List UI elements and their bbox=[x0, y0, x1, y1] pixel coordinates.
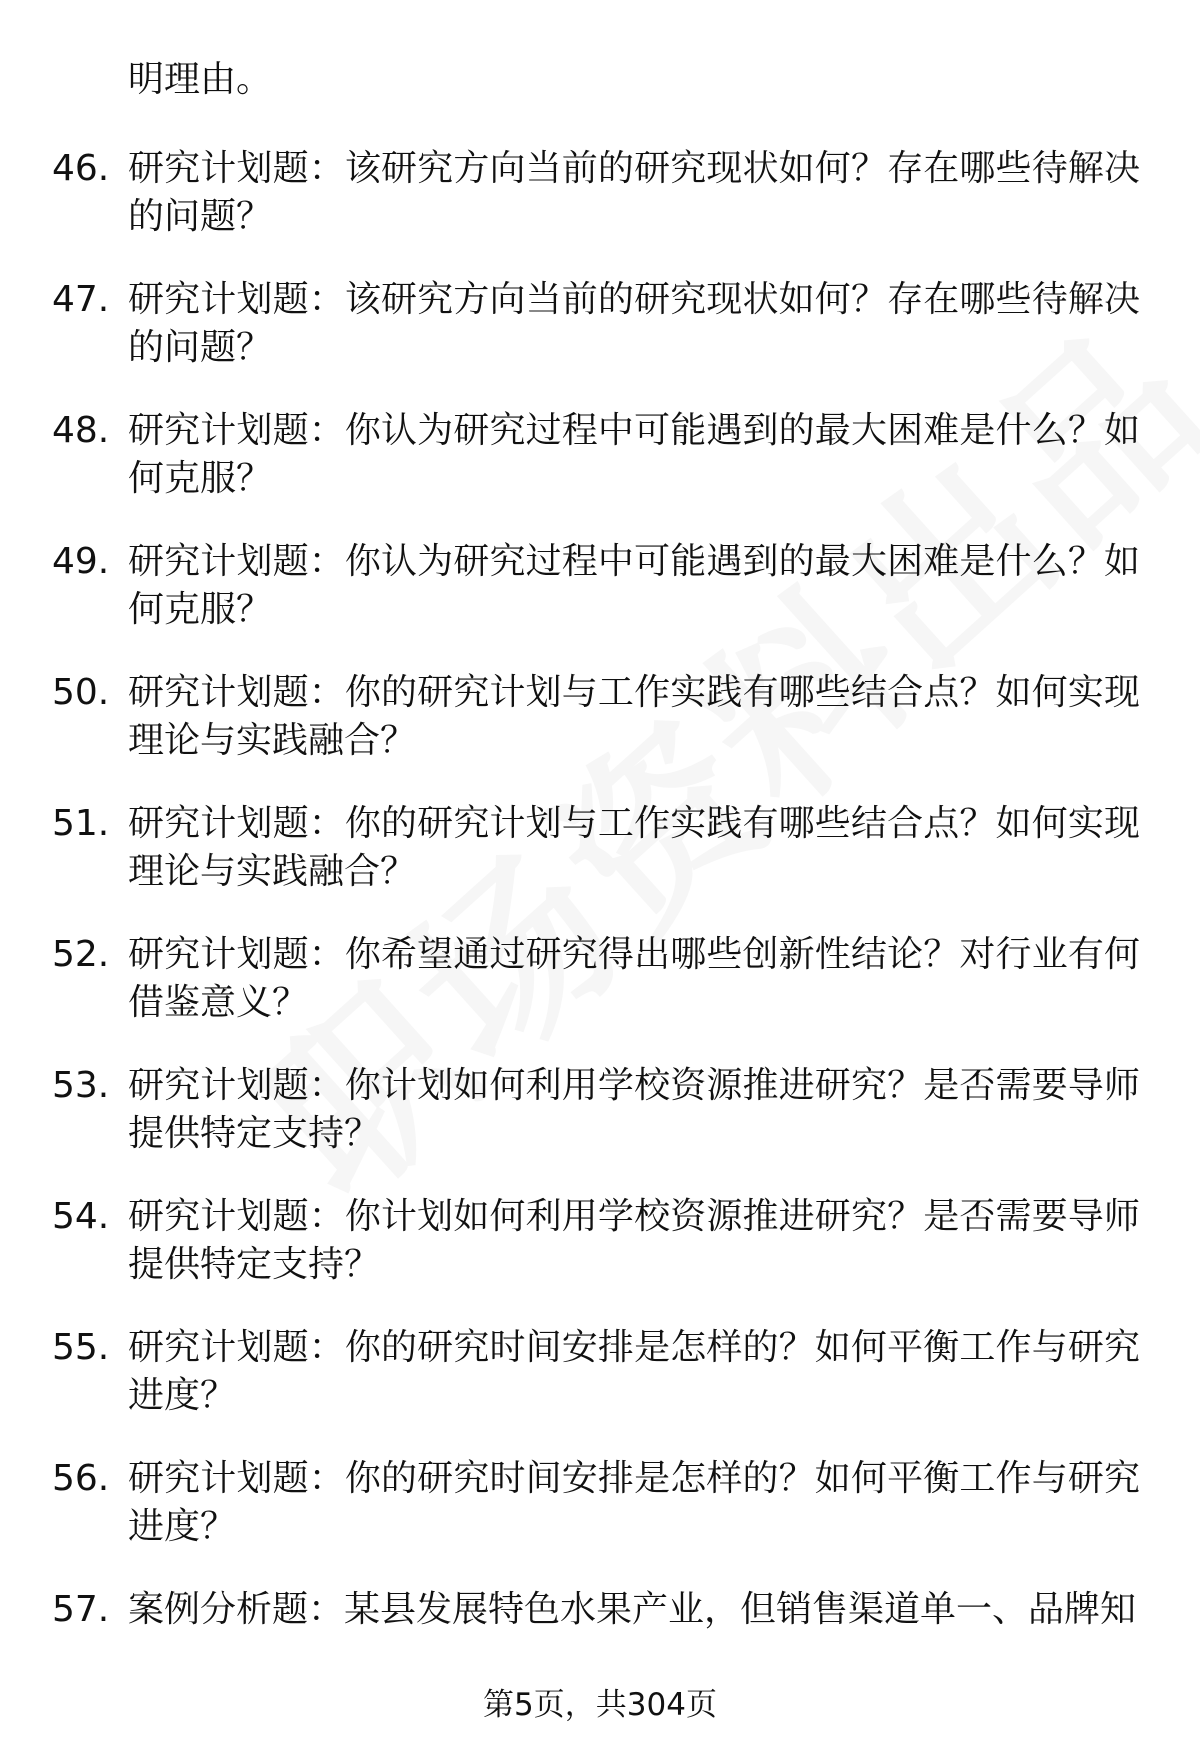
list-item bbox=[0, 538, 1200, 669]
item-text: 研究计划题：你计划如何利用学校资源推进研究？是否需要导师提供特定支持？ bbox=[128, 1065, 1140, 1154]
item-number: 47. bbox=[52, 279, 110, 320]
item-number: 51. bbox=[52, 803, 110, 844]
list-item bbox=[0, 407, 1200, 538]
list-item bbox=[0, 931, 1200, 1062]
list-item bbox=[0, 1324, 1200, 1455]
list-item bbox=[0, 1062, 1200, 1193]
list-item bbox=[0, 800, 1200, 931]
item-text: 案例分析题：某县发展特色水果产业，但销售渠道单一、品牌知 bbox=[128, 1589, 1137, 1630]
item-text: 研究计划题：你认为研究过程中可能遇到的最大困难是什么？如何克服？ bbox=[128, 541, 1140, 630]
list-item bbox=[0, 145, 1200, 276]
item-text: 研究计划题：该研究方向当前的研究现状如何？存在哪些待解决的问题？ bbox=[128, 148, 1140, 237]
continued-text: 明理由。 bbox=[128, 59, 273, 100]
list-item bbox=[0, 669, 1200, 800]
item-text: 研究计划题：你的研究时间安排是怎样的？如何平衡工作与研究进度？ bbox=[128, 1327, 1140, 1416]
page-footer: 第5页，共304页 bbox=[483, 1687, 717, 1723]
list-item bbox=[0, 1455, 1200, 1586]
item-number: 50. bbox=[52, 672, 110, 713]
item-text: 研究计划题：你的研究计划与工作实践有哪些结合点？如何实现理论与实践融合？ bbox=[128, 803, 1140, 892]
item-text: 研究计划题：你希望通过研究得出哪些创新性结论？对行业有何借鉴意义？ bbox=[128, 934, 1140, 1023]
item-text: 研究计划题：你计划如何利用学校资源推进研究？是否需要导师提供特定支持？ bbox=[128, 1196, 1140, 1285]
item-number: 49. bbox=[52, 541, 110, 582]
list-item bbox=[0, 276, 1200, 407]
item-text: 研究计划题：该研究方向当前的研究现状如何？存在哪些待解决的问题？ bbox=[128, 279, 1140, 368]
item-number: 46. bbox=[52, 148, 110, 189]
item-number: 56. bbox=[52, 1458, 110, 1499]
item-number: 55. bbox=[52, 1327, 110, 1368]
item-number: 52. bbox=[52, 934, 110, 975]
item-number: 54. bbox=[52, 1196, 110, 1237]
item-number: 53. bbox=[52, 1065, 110, 1106]
item-number: 57. bbox=[52, 1589, 110, 1630]
item-text: 研究计划题：你认为研究过程中可能遇到的最大困难是什么？如何克服？ bbox=[128, 410, 1140, 499]
question-list bbox=[0, 145, 1200, 1717]
list-item bbox=[0, 1193, 1200, 1324]
item-number: 48. bbox=[52, 410, 110, 451]
item-text: 研究计划题：你的研究时间安排是怎样的？如何平衡工作与研究进度？ bbox=[128, 1458, 1140, 1547]
item-text: 研究计划题：你的研究计划与工作实践有哪些结合点？如何实现理论与实践融合？ bbox=[128, 672, 1140, 761]
